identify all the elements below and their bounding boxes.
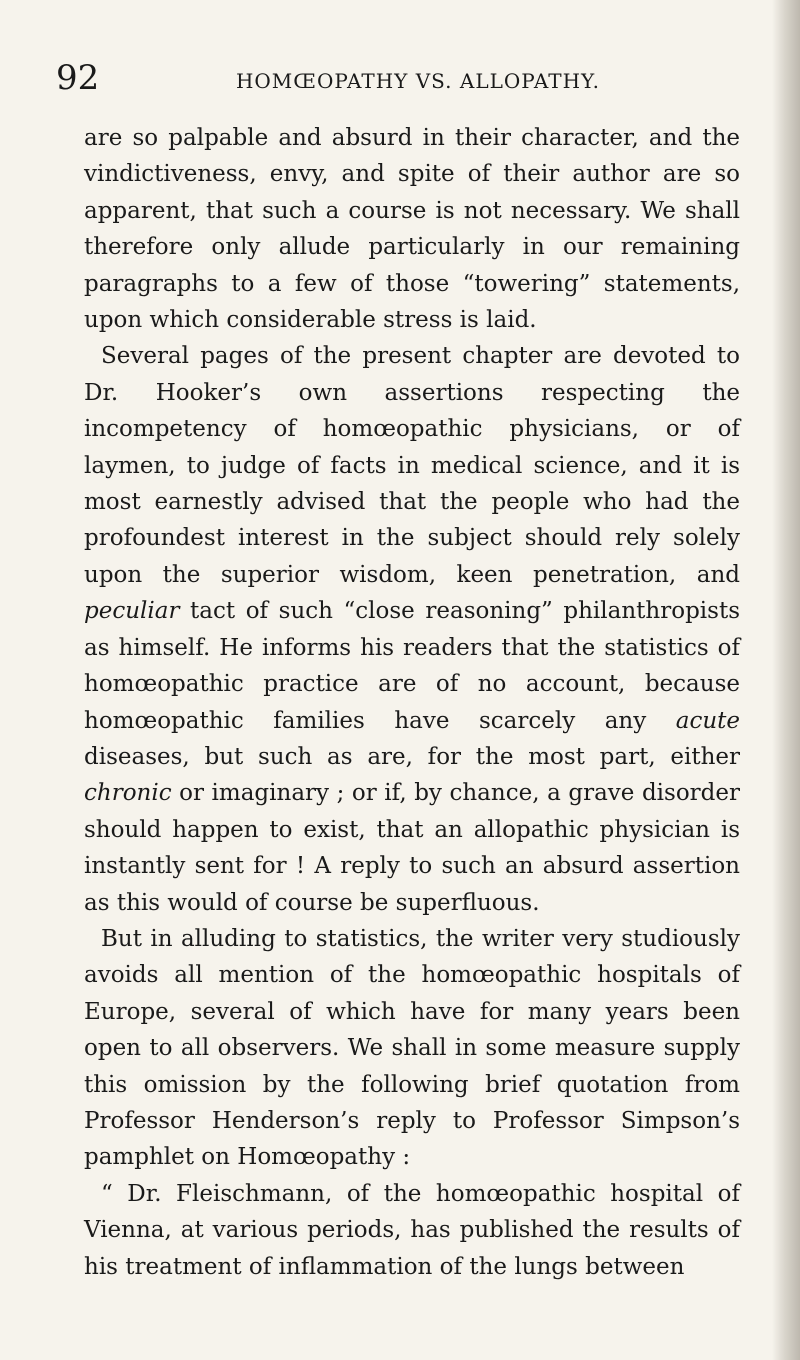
page-edge-shadow bbox=[772, 0, 800, 1360]
italic-peculiar: peculiar bbox=[84, 598, 180, 625]
page-header bbox=[56, 58, 740, 98]
page-body bbox=[84, 120, 740, 1285]
italic-acute: acute bbox=[675, 707, 740, 734]
paragraph-2: Several pages of the present chapter are devoted to Dr. Hooker’s own assertions respecting the incompetency of homœopathic physicians, or of laymen, to judge of facts in medical science, and it is most earnestly advised that the people who had the profoundest interest in the subject should rely solely upon the superior wisdom, keen penetration, and peculiar tact of such “close reasoning” philanthropists as himself. He informs his readers that the statistics of homœopathic practice are of no account, because homœopathic families have scarcely any acute diseases, but such as are, for the most part, either chronic or imaginary ; or if, by chance, a grave disorder should happen to exist, that an allopathic physician is instantly sent for ! A reply to such an absurd assertion as this would of course be superfluous. bbox=[84, 343, 740, 916]
italic-chronic: chronic bbox=[84, 780, 172, 807]
paragraph-1: are so palpable and absurd in their character, and the vindictiveness, envy, and spite of their author are so apparent, that such a course is not necessary. We shall therefore only allude particularly in our remaining paragraphs to a few of those “towering” statements, upon which considerable stress is laid. bbox=[84, 125, 740, 334]
running-title: HOMŒOPATHY VS. ALLOPATHY. bbox=[235, 69, 601, 93]
paragraph-4-quotation: “ Dr. Fleischmann, of the homœopathic hospital of Vienna, at various periods, has published the results of his treatment of inflammation of the lungs between bbox=[84, 1180, 740, 1280]
page-number: 92 bbox=[56, 58, 100, 98]
paragraph-3: But in alluding to statistics, the writer very studiously avoids all mention of the homœopathic hospitals of Europe, several of which have for many years been open to all observers. We shall in some measure supply this omission by the following brief quotation from Professor Henderson’s reply to Professor Simpson’s pamphlet on Homœopathy : bbox=[84, 925, 740, 1171]
